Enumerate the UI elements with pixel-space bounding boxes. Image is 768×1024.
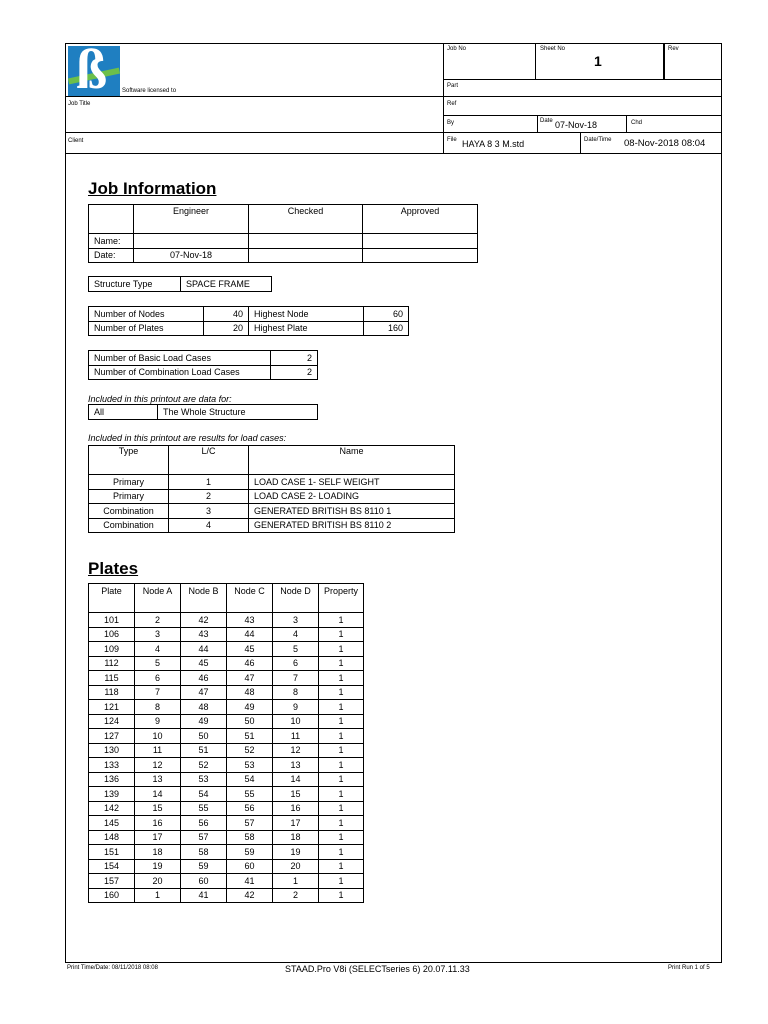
plate-cell: 115 <box>89 671 135 686</box>
plate-cell: 56 <box>181 816 227 831</box>
lc-number: 1 <box>169 475 249 490</box>
plate-cell: 13 <box>135 772 181 787</box>
plate-cell: 42 <box>181 613 227 628</box>
sheet-no-value: 1 <box>594 53 602 69</box>
plate-cell: 54 <box>181 787 227 802</box>
lc-type: Primary <box>89 489 169 504</box>
plate-cell: 58 <box>227 830 273 845</box>
plate-cell: 1 <box>319 627 364 642</box>
plate-cell: 151 <box>89 845 135 860</box>
col-checked: Checked <box>249 205 363 234</box>
plate-cell: 14 <box>273 772 319 787</box>
plate-cell: 59 <box>181 859 227 874</box>
plate-cell: 3 <box>273 613 319 628</box>
plate-cell: 7 <box>135 685 181 700</box>
plate-cell: 10 <box>135 729 181 744</box>
included-data-table <box>88 404 318 420</box>
header-divider <box>580 132 581 154</box>
table-row <box>89 888 364 903</box>
part-label: Part <box>447 83 459 89</box>
plate-cell: 57 <box>227 816 273 831</box>
table-row <box>89 714 364 729</box>
plates-header-node-a: Node A <box>135 584 181 613</box>
table-row <box>89 859 364 874</box>
plate-cell: 52 <box>181 758 227 773</box>
datetime-value: 08-Nov-2018 08:04 <box>624 138 706 149</box>
plate-cell: 42 <box>227 888 273 903</box>
plate-cell: 8 <box>135 700 181 715</box>
table-row <box>89 801 364 816</box>
plate-cell: 1 <box>319 874 364 889</box>
plate-cell: 127 <box>89 729 135 744</box>
plate-cell: 12 <box>135 758 181 773</box>
plate-cell: 9 <box>273 700 319 715</box>
print-run: Print Run 1 of 5 <box>668 965 710 971</box>
plate-cell: 48 <box>181 700 227 715</box>
plate-cell: 7 <box>273 671 319 686</box>
plate-cell: 53 <box>227 758 273 773</box>
table-row <box>89 685 364 700</box>
lc-header-lc: L/C <box>169 446 249 475</box>
plate-cell: 51 <box>181 743 227 758</box>
lc-name: GENERATED BRITISH BS 8110 1 <box>249 504 455 519</box>
plate-cell: 43 <box>227 613 273 628</box>
table-row <box>89 700 364 715</box>
col-engineer: Engineer <box>134 205 249 234</box>
header-divider <box>537 115 538 133</box>
comb-lc-label: Number of Combination Load Cases <box>89 365 271 380</box>
plate-cell: 1 <box>319 758 364 773</box>
plate-cell: 58 <box>181 845 227 860</box>
plate-cell: 44 <box>181 642 227 657</box>
plate-cell: 1 <box>319 830 364 845</box>
plate-cell: 1 <box>135 888 181 903</box>
plate-cell: 20 <box>273 859 319 874</box>
highest-node-value: 60 <box>364 307 409 322</box>
chd-label: Chd <box>631 120 643 126</box>
plate-cell: 1 <box>319 743 364 758</box>
plate-cell: 145 <box>89 816 135 831</box>
engineer-date: 07-Nov-18 <box>134 248 249 263</box>
plates-table <box>88 583 364 903</box>
header-divider <box>664 43 665 80</box>
by-label: By <box>447 120 455 126</box>
plate-cell: 5 <box>273 642 319 657</box>
plate-cell: 45 <box>181 656 227 671</box>
plate-cell: 41 <box>227 874 273 889</box>
plate-cell: 154 <box>89 859 135 874</box>
table-row <box>89 642 364 657</box>
lc-header-name: Name <box>249 446 455 475</box>
plate-cell: 1 <box>319 642 364 657</box>
plate-cell: 101 <box>89 613 135 628</box>
company-logo: ß <box>68 46 120 96</box>
plate-cell: 18 <box>135 845 181 860</box>
plate-cell: 4 <box>273 627 319 642</box>
plate-cell: 1 <box>319 801 364 816</box>
plate-cell: 56 <box>227 801 273 816</box>
plate-cell: 1 <box>273 874 319 889</box>
included-data-label: Included in this printout are data for: <box>88 394 232 404</box>
job-info-table <box>88 204 478 263</box>
basic-lc-value: 2 <box>271 351 318 366</box>
header-divider <box>65 132 722 133</box>
plate-cell: 52 <box>227 743 273 758</box>
plate-cell: 109 <box>89 642 135 657</box>
lc-number: 2 <box>169 489 249 504</box>
plates-title: Plates <box>88 559 139 578</box>
plate-cell: 160 <box>89 888 135 903</box>
plate-cell: 49 <box>227 700 273 715</box>
lc-type: Combination <box>89 518 169 533</box>
lc-type: Primary <box>89 475 169 490</box>
lc-name: LOAD CASE 1- SELF WEIGHT <box>249 475 455 490</box>
table-row <box>89 830 364 845</box>
plate-cell: 1 <box>319 671 364 686</box>
plate-cell: 1 <box>319 859 364 874</box>
table-row <box>89 627 364 642</box>
plate-cell: 112 <box>89 656 135 671</box>
plate-cell: 50 <box>181 729 227 744</box>
col-approved: Approved <box>363 205 478 234</box>
table-row <box>89 518 455 533</box>
plate-cell: 2 <box>273 888 319 903</box>
plate-cell: 60 <box>227 859 273 874</box>
plate-cell: 139 <box>89 787 135 802</box>
lc-number: 3 <box>169 504 249 519</box>
plate-cell: 55 <box>181 801 227 816</box>
plate-cell: 16 <box>273 801 319 816</box>
name-label: Name: <box>89 234 134 249</box>
plate-cell: 57 <box>181 830 227 845</box>
plate-cell: 124 <box>89 714 135 729</box>
plate-cell: 121 <box>89 700 135 715</box>
plate-cell: 118 <box>89 685 135 700</box>
plate-cell: 50 <box>227 714 273 729</box>
plate-cell: 12 <box>273 743 319 758</box>
plate-cell: 3 <box>135 627 181 642</box>
highest-plate-value: 160 <box>364 321 409 336</box>
plate-cell: 133 <box>89 758 135 773</box>
plate-cell: 1 <box>319 685 364 700</box>
plate-cell: 18 <box>273 830 319 845</box>
plates-label: Number of Plates <box>89 321 204 336</box>
table-row <box>89 613 364 628</box>
plate-cell: 15 <box>273 787 319 802</box>
plates-header-property: Property <box>319 584 364 613</box>
plate-cell: 13 <box>273 758 319 773</box>
file-label: File <box>447 137 457 143</box>
comb-lc-value: 2 <box>271 365 318 380</box>
software-licensed-label: Software licensed to <box>122 88 177 94</box>
plate-cell: 46 <box>227 656 273 671</box>
plate-cell: 1 <box>319 816 364 831</box>
plate-cell: 130 <box>89 743 135 758</box>
date-label: Date <box>540 118 553 124</box>
plate-cell: 10 <box>273 714 319 729</box>
plate-cell: 16 <box>135 816 181 831</box>
plate-cell: 8 <box>273 685 319 700</box>
plates-header-node-b: Node B <box>181 584 227 613</box>
included-results-label: Included in this printout are results for load cases: <box>88 433 287 443</box>
structure-type-label: Structure Type <box>89 277 181 292</box>
plate-cell: 41 <box>181 888 227 903</box>
table-row <box>89 489 455 504</box>
table-row <box>89 845 364 860</box>
header-divider <box>443 115 722 116</box>
lc-name: LOAD CASE 2- LOADING <box>249 489 455 504</box>
plate-cell: 1 <box>319 613 364 628</box>
header-divider <box>443 43 444 154</box>
table-row <box>89 874 364 889</box>
included-data-col2: The Whole Structure <box>158 405 318 420</box>
plate-cell: 9 <box>135 714 181 729</box>
basic-lc-label: Number of Basic Load Cases <box>89 351 271 366</box>
plates-header-plate: Plate <box>89 584 135 613</box>
nodes-value: 40 <box>204 307 249 322</box>
plate-cell: 4 <box>135 642 181 657</box>
table-row <box>89 816 364 831</box>
plate-cell: 11 <box>135 743 181 758</box>
plate-cell: 1 <box>319 656 364 671</box>
plate-cell: 45 <box>227 642 273 657</box>
nodes-label: Number of Nodes <box>89 307 204 322</box>
lc-number: 4 <box>169 518 249 533</box>
plate-cell: 1 <box>319 787 364 802</box>
plate-cell: 44 <box>227 627 273 642</box>
highest-plate-label: Highest Plate <box>249 321 364 336</box>
highest-node-label: Highest Node <box>249 307 364 322</box>
sheet-no-label: Sheet No <box>540 46 566 52</box>
table-row <box>89 656 364 671</box>
header-divider <box>626 115 627 133</box>
plate-cell: 1 <box>319 772 364 787</box>
plate-cell: 6 <box>273 656 319 671</box>
table-row <box>89 772 364 787</box>
counts-table <box>88 306 409 336</box>
plate-cell: 5 <box>135 656 181 671</box>
plate-cell: 11 <box>273 729 319 744</box>
load-cases-table <box>88 445 455 533</box>
header-divider <box>65 153 722 154</box>
table-row <box>89 758 364 773</box>
plate-cell: 51 <box>227 729 273 744</box>
plates-header-node-c: Node C <box>227 584 273 613</box>
datetime-label: Date/Time <box>584 137 612 143</box>
job-no-label: Job No <box>447 46 467 52</box>
plate-cell: 14 <box>135 787 181 802</box>
plate-cell: 1 <box>319 729 364 744</box>
plate-cell: 1 <box>319 845 364 860</box>
plate-cell: 55 <box>227 787 273 802</box>
plate-cell: 142 <box>89 801 135 816</box>
ref-label: Ref <box>447 101 457 107</box>
table-row <box>89 729 364 744</box>
load-case-counts-table <box>88 350 318 380</box>
header-divider <box>65 96 722 97</box>
rev-label: Rev <box>668 46 679 52</box>
table-row <box>89 504 455 519</box>
plate-cell: 17 <box>135 830 181 845</box>
plate-cell: 54 <box>227 772 273 787</box>
plate-cell: 157 <box>89 874 135 889</box>
table-row <box>89 671 364 686</box>
plate-cell: 1 <box>319 714 364 729</box>
plate-cell: 59 <box>227 845 273 860</box>
plate-cell: 47 <box>181 685 227 700</box>
lc-name: GENERATED BRITISH BS 8110 2 <box>249 518 455 533</box>
software-version: STAAD.Pro V8i (SELECTseries 6) 20.07.11.33 <box>285 964 470 974</box>
plate-cell: 2 <box>135 613 181 628</box>
plate-cell: 148 <box>89 830 135 845</box>
plate-cell: 1 <box>319 700 364 715</box>
structure-type-table <box>88 276 272 292</box>
plate-cell: 15 <box>135 801 181 816</box>
plate-cell: 47 <box>227 671 273 686</box>
plates-value: 20 <box>204 321 249 336</box>
plate-cell: 53 <box>181 772 227 787</box>
date-row-label: Date: <box>89 248 134 263</box>
plate-cell: 49 <box>181 714 227 729</box>
job-information-title: Job Information <box>88 179 217 198</box>
lc-type: Combination <box>89 504 169 519</box>
structure-type-value: SPACE FRAME <box>181 277 272 292</box>
plate-cell: 106 <box>89 627 135 642</box>
job-title-label: Job Title <box>68 101 91 107</box>
plate-cell: 48 <box>227 685 273 700</box>
print-time: Print Time/Date: 08/11/2018 08:08 <box>67 965 158 971</box>
plate-cell: 46 <box>181 671 227 686</box>
date-value: 07-Nov-18 <box>555 120 598 130</box>
table-row <box>89 743 364 758</box>
plate-cell: 6 <box>135 671 181 686</box>
plate-cell: 19 <box>273 845 319 860</box>
client-label: Client <box>68 138 84 144</box>
table-row <box>89 475 455 490</box>
plate-cell: 1 <box>319 888 364 903</box>
lc-header-type: Type <box>89 446 169 475</box>
file-value: HAYA 8 3 M.std <box>462 139 525 149</box>
included-data-col1: All <box>89 405 158 420</box>
plates-header-node-d: Node D <box>273 584 319 613</box>
plate-cell: 43 <box>181 627 227 642</box>
table-row <box>89 787 364 802</box>
plate-cell: 20 <box>135 874 181 889</box>
plate-cell: 19 <box>135 859 181 874</box>
plates-body <box>89 613 364 903</box>
plate-cell: 136 <box>89 772 135 787</box>
plate-cell: 60 <box>181 874 227 889</box>
plate-cell: 17 <box>273 816 319 831</box>
